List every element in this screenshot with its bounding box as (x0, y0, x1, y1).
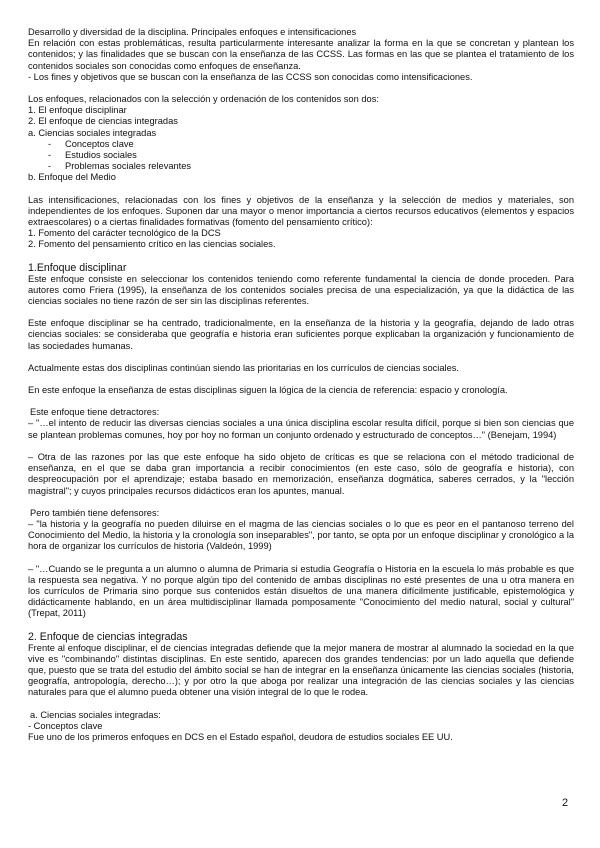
section-heading: 1.Enfoque disciplinar (28, 261, 127, 274)
list-item: 1. El enfoque disciplinar (28, 105, 127, 116)
dash-bullet: - (48, 161, 52, 172)
list-item: a. Ciencias sociales integradas (28, 127, 157, 138)
page-number: 2 (562, 797, 569, 809)
list-item: 1. Fomento del carácter tecnológico de la DCS (28, 228, 221, 239)
sub-item-label: Conceptos clave (65, 138, 134, 149)
sub-list-item (28, 150, 574, 161)
paragraph: Actualmente estas dos disciplinas continúan siendo las prioritarias en los currículos de ciencias sociales. (28, 362, 459, 373)
document-title: Desarrollo y diversidad de la disciplina. Principales enfoques e intensificaciones (28, 27, 357, 37)
paragraph: Fue uno de los primeros enfoques en DCS en el Estado español, deudora de estudios sociales EE UU. (28, 731, 453, 742)
subsection-item: - Conceptos clave (28, 720, 103, 731)
sub-list-item (28, 161, 574, 172)
quote-paragraph: – "…el intento de reducir las diversas ciencias sociales a una única disciplina escolar resulta difícil, porque si bien son ciencias que se plantean problemas comunes, hoy por hoy no forman un conjunto ordenado y estructurado de conceptos…" (Benejam, 1994) (28, 418, 574, 440)
paragraph: Este enfoque disciplinar se ha centrado, tradicionalmente, en la enseñanza de la historia y la geografía, dejando de lado otras ciencias sociales: se consideraba que geografía e historia eran suficientes porque explicaban la organización y funcionamiento de las sociedades humanas. (28, 318, 574, 351)
paragraph: Frente al enfoque disciplinar, el de ciencias integradas defiende que la mejor manera de mostrar al alumnado la sociedad en la que vive es "combinando" distintas disciplinas. En este sentido, aparecen dos grandes tendencias: por un lado aquella que defiende que, puesto que se trata del estudio del ámbito social se han de integrar en la enseñanza únicamente las ciencias sociales (historia, geografía, antropología, derecho…); y por otro la que aboga por realizar una integración de las ciencias sociales y las ciencias naturales para que el alumno pueda obtener una visión integral de lo que le rodea. (28, 642, 574, 698)
paragraph: Este enfoque consiste en seleccionar los contenidos teniendo como referente fundamental la ciencia de donde proceden. Para autores como Friera (1995), la enseñanza de los contenidos sociales precisa de una especialización, ya que la didáctica de las ciencias sociales no tiene razón de ser sin las disciplinas referentes. (28, 273, 574, 307)
subsection-label: a. Ciencias sociales integradas: (30, 709, 161, 720)
section-heading: 2. Enfoque de ciencias integradas (28, 630, 188, 643)
intro-note: - Los fines y objetivos que se buscan con la enseñanza de las CCSS son conocidas como intensificaciones. (28, 71, 473, 82)
quote-paragraph: – "la historia y la geografía no pueden diluirse en el magma de las ciencias sociales o lo que es peor en el pantanoso terreno del Conocimiento del Medio, la historia y la cronología son inseparables", por tanto, se opta por un enfoque disciplinar y cronológico a la hora de organizar los currículos de historia (Valdeón, 1999) (28, 518, 574, 552)
sub-item-label: Estudios sociales (65, 150, 137, 161)
quote-paragraph: – "…Cuando se le pregunta a un alumno o alumna de Primaria si estudia Geografía o Historia en la escuela lo más probable es que la respuesta sea negativa. Y no porque algún tipo del contenido de ambas disciplinas no esté presentes de una u otra manera en los currículos de Primaria sino porque sus contenidos están disueltos de una manera difícilmente justificable, epistemológica y didácticamente hablando, en un área multidisciplinar llamada pomposamente "Conocimiento del medio natural, social y cultural" (Trepat, 2011) (28, 563, 574, 619)
dash-bullet: - (48, 150, 52, 161)
dash-bullet: - (48, 138, 52, 149)
enfoques-intro: Los enfoques, relacionados con la selección y ordenación de los contenidos son dos: (28, 94, 379, 105)
list-item: b. Enfoque del Medio (28, 172, 116, 183)
intensificaciones-paragraph: Las intensificaciones, relacionadas con los fines y objetivos de la enseñanza y la selección de medios y materiales, son independientes de los enfoques. Suponen dar una mayor o menor importancia a ciertos recursos educativos (elementos y espacios extraescolares) o a ciertas finalidades formativas (fomento del pensamiento crítico): (28, 194, 574, 228)
sub-list-item (28, 139, 574, 150)
sub-item-label: Problemas sociales relevantes (65, 161, 192, 172)
paragraph: – Otra de las razones por las que este enfoque ha sido objeto de críticas es que se relaciona con el método tradicional de enseñanza, en el que se daba gran importancia a recibir conocimientos (en este caso, sólo de geografía e historia), con despreocupación por el aprendizaje; estaba basado en memorización, enseñanza dogmática, saberes cerrados, y la "lección magistral"; y cuyos principales recursos didácticos eran los apuntes, manual. (28, 451, 574, 496)
intro-paragraph: En relación con estas problemáticas, resulta particularmente interesante analizar la forma en la que se concretan y plantean los contenidos; y las finalidades que se buscan con la enseñanza de las CCSS. Las formas en las que se plantea el tratamiento de los contenidos sociales son conocidas como enfoques de enseñanza. (28, 38, 574, 71)
list-item: 2. Fomento del pensamiento crítico en las ciencias sociales. (28, 239, 276, 250)
paragraph: En este enfoque la enseñanza de estas disciplinas siguen la lógica de la ciencia de referencia: espacio y cronología. (28, 385, 508, 396)
detractores-label: Este enfoque tiene detractores: (30, 407, 160, 418)
document-page (28, 27, 574, 743)
defensores-label: Pero también tiene defensores: (30, 507, 160, 518)
list-item: 2. El enfoque de ciencias integradas (28, 116, 178, 127)
